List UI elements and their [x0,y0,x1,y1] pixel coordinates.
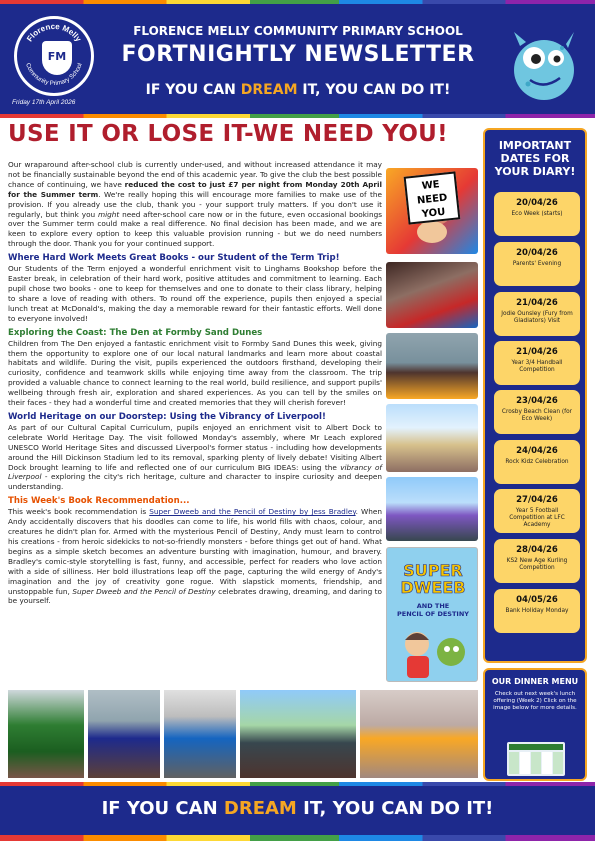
poster-line1: WE [421,179,441,192]
important-dates-sidebar [483,128,587,663]
article1-italic: might [98,209,120,219]
book-cover-super-dweeb [386,547,478,682]
school-name: FLORENCE MELLY COMMUNITY PRIMARY SCHOOL [133,24,463,38]
article-student-of-term: Our Students of the Term enjoyed a wonderful enrichment visit to Linghams Bookshop before the Easter break, in celebration of their hard work, positive attitudes and commitment to learning. Each pupil chose two books - one to keep for themselves and one to donate to their class library, helping to share a love of reading with others. To round off the experience, pupils then enjoyed a special lunch treat at McDonald's, making the day a memorable reward for their fantastic efforts. Well done to everyone involved! [8,264,382,323]
event-card [494,539,580,583]
event-description: Year 5 Football Competition at LFC Academy [509,508,565,528]
article-book-recommendation [8,507,382,606]
event-date: 28/04/26 [516,545,558,555]
we-need-you-poster [386,168,478,254]
book-cover-subtitle-line2: PENCIL OF DESTINY [397,610,469,618]
event-card [494,192,580,236]
event-description: Jodie Ounsley (Fury from Gladiators) Visit [501,311,573,324]
photo-tunnel-play [240,690,356,778]
book-cover-title-line2: DWEEB [400,578,466,597]
motto-dream: DREAM [240,82,298,98]
article5-text-b: . When Andy accidentally discovers that his doodles can come to life, his world fills with chaos, colour, and creatures he didn't plan for. Armed with the mysterious Pencil of Destiny, Andy must learn to control his creations - from heroic sidekicks to not-so-friendly monsters - before things get out of hand. What begins as a simple sketch becomes an adventure bursting with imagination, humour, and bravery. Bradley's comic-style storytelling is fast, funny, and accessible, perfect for readers who love action with a side of silliness. Her bold illustrations leap off the page, capturing the wild energy of Andy's imagination and the joy of creativity gone rogue. With slapstick moments, friendship, and unstoppable fun, [8,507,382,596]
poster-line3: YOU [421,206,446,221]
menu-grid-icon [507,742,565,776]
photo-sand-play [360,690,478,778]
issue-date: Friday 17th April 2026 [12,99,76,106]
event-card [494,440,580,484]
article1-text-b: . We're really hoping this will encourage more families to make use of the provision. If you already use the club, thank you - your support truly matters. If you don't use it regularly, but think you [8,189,383,219]
footer-dream: DREAM [223,798,297,819]
dinner-menu-image[interactable] [507,742,565,776]
motto [118,82,478,98]
dinner-menu-box [483,668,587,781]
footer-before: IF YOU CAN [101,798,224,819]
event-date: 23/04/26 [516,396,558,406]
article1-text-a: Our wraparound after-school club is currently under-used, and without increased attendance it may not be financially sustainable beyond the end of this academic year. To give the club the best possible chance of continuing, we have [8,160,382,189]
article4-italic: vibrancy of Liverpool [8,462,382,482]
event-description: Crosby Beach Clean (for Eco Week) [501,409,573,422]
photo-walkway [164,690,236,778]
event-card [494,292,580,336]
sidebar-title: IMPORTANT DATES FOR YOUR DIARY! [494,139,576,178]
event-date: 20/04/26 [516,248,558,258]
event-date: 21/04/26 [516,347,558,357]
mascot-monster-icon [500,18,586,104]
event-description: Parents' Evening [512,261,562,267]
article4-text-a: As part of our Cultural Capital Curriculum, pupils enjoyed an enrichment visit to Albert Dock to celebrate World Heritage Day. The visit followed Monday's assembly, where Mr Leach explored UNESCO World Heritage Sites and discussed Liverpool's former status - including how developments around the Hill Dickinson Stadium led to its removal, sparking plenty of lively debate! Visiting Albert Dock brought learning to life and reflected one of our curriculum BIG IDEAS: using the [8,422,382,472]
albert-dock-photo [386,477,478,541]
event-description: Eco Week (starts) [511,211,563,217]
dinner-menu-title: OUR DINNER MENU [491,677,579,686]
footer-banner [0,786,595,835]
article1-text-c: need after-school care now or in the future, even occasional bookings over the Summer term could make a real difference. No final decision has been made, and we are keen to explore every option to keep this valuable provision running - but we do need numbers through the door. Thank you for your continued support. [8,209,383,249]
mcdonalds-group-photo [386,333,478,399]
cartoon-character-icon [387,622,478,682]
newsletter-header [0,4,595,114]
dinner-menu-text: Check out next week's lunch offering (Week 2) Click on the image below for more details. [493,691,577,711]
article5-text-c: celebrates drawing, dreaming, and daring to be yourself. [8,586,382,606]
footer-motto [0,798,595,819]
formby-dunes-photo [386,404,478,472]
speech-bubble [404,171,461,224]
main-headline: USE IT OR LOSE IT-WE NEED YOU! [8,121,448,147]
poster-line2: NEED [416,192,448,207]
school-logo [14,16,94,96]
event-card [494,341,580,385]
book-cover-title-line1: SUPER [403,561,463,580]
event-card [494,242,580,286]
article-afterschool-club [8,160,382,249]
footer-after: IT, YOU CAN DO IT! [296,798,494,819]
rainbow-bar-header [0,114,595,118]
book-cover-subtitle-line1: AND THE [416,602,450,610]
motto-after: IT, YOU CAN DO IT! [297,82,451,98]
newsletter-title: FORTNIGHTLY NEWSLETTER [121,42,475,67]
photo-class-line [88,690,160,778]
event-date: 24/04/26 [516,446,558,456]
logo-crest: FM [42,41,72,75]
article5-italic: Super Dweeb and the Pencil of Destiny [72,586,216,596]
heading-student-of-term: Where Hard Work Meets Great Books - our Student of the Term Trip! [8,253,340,264]
article4-text-b: - exploring the city's rich heritage, culture and character to inspire curiosity and deepen understanding. [8,472,382,492]
bookshop-photo [386,262,478,328]
article5-text-a: This week's book recommendation is [8,507,150,517]
article-formby: Children from The Den enjoyed a fantastic enrichment visit to Formby Sand Dunes this week, giving them the opportunity to explore one of our local natural landmarks and learn more about coastal habitats and wildlife. During the visit, pupils experienced the outdoors firsthand, developing their curiosity, confidence and teamwork skills while enjoying time away from the classroom. The trip provided a valuable chance to connect learning to the real world, build resilience, and support pupils' wellbeing through fresh air, exploration and shared experiences. As you can tell by the smiles on their faces - they had a wonderful time and created memories that they will cherish forever! [8,338,382,408]
event-card [494,589,580,633]
rainbow-bar-bottom [0,835,595,841]
logo-text-top: Florence Melly [25,21,83,44]
event-description: Year 3/4 Handball Competition [511,360,563,373]
book-link[interactable]: Super Dweeb and the Pencil of Destiny by Jess Bradley [149,507,356,517]
heading-world-heritage: World Heritage on our Doorstep: Using the Vibrancy of Liverpool! [8,411,326,422]
event-date: 27/04/26 [516,495,558,505]
article1-bold: reduced the cost to just £7 per night from Monday 20th April for the Summer term [8,179,382,199]
motto-before: IF YOU CAN [145,82,241,98]
heading-book-recommendation: This Week's Book Recommendation... [8,496,190,507]
event-description: KS2 New Age Kurling Competition [506,558,568,571]
event-date: 04/05/26 [516,595,558,605]
event-date: 21/04/26 [516,298,558,308]
photo-green-arch [8,690,84,778]
article-column [8,160,382,606]
event-card [494,489,580,533]
logo-text-bottom: Community Primary School [24,62,84,88]
event-description: Rock Kidz Celebration [505,459,569,465]
article-world-heritage [8,423,382,492]
event-card [494,390,580,434]
event-date: 20/04/26 [516,198,558,208]
event-description: Bank Holiday Monday [505,608,569,614]
heading-formby: Exploring the Coast: The Den at Formby Sand Dunes [8,327,263,338]
